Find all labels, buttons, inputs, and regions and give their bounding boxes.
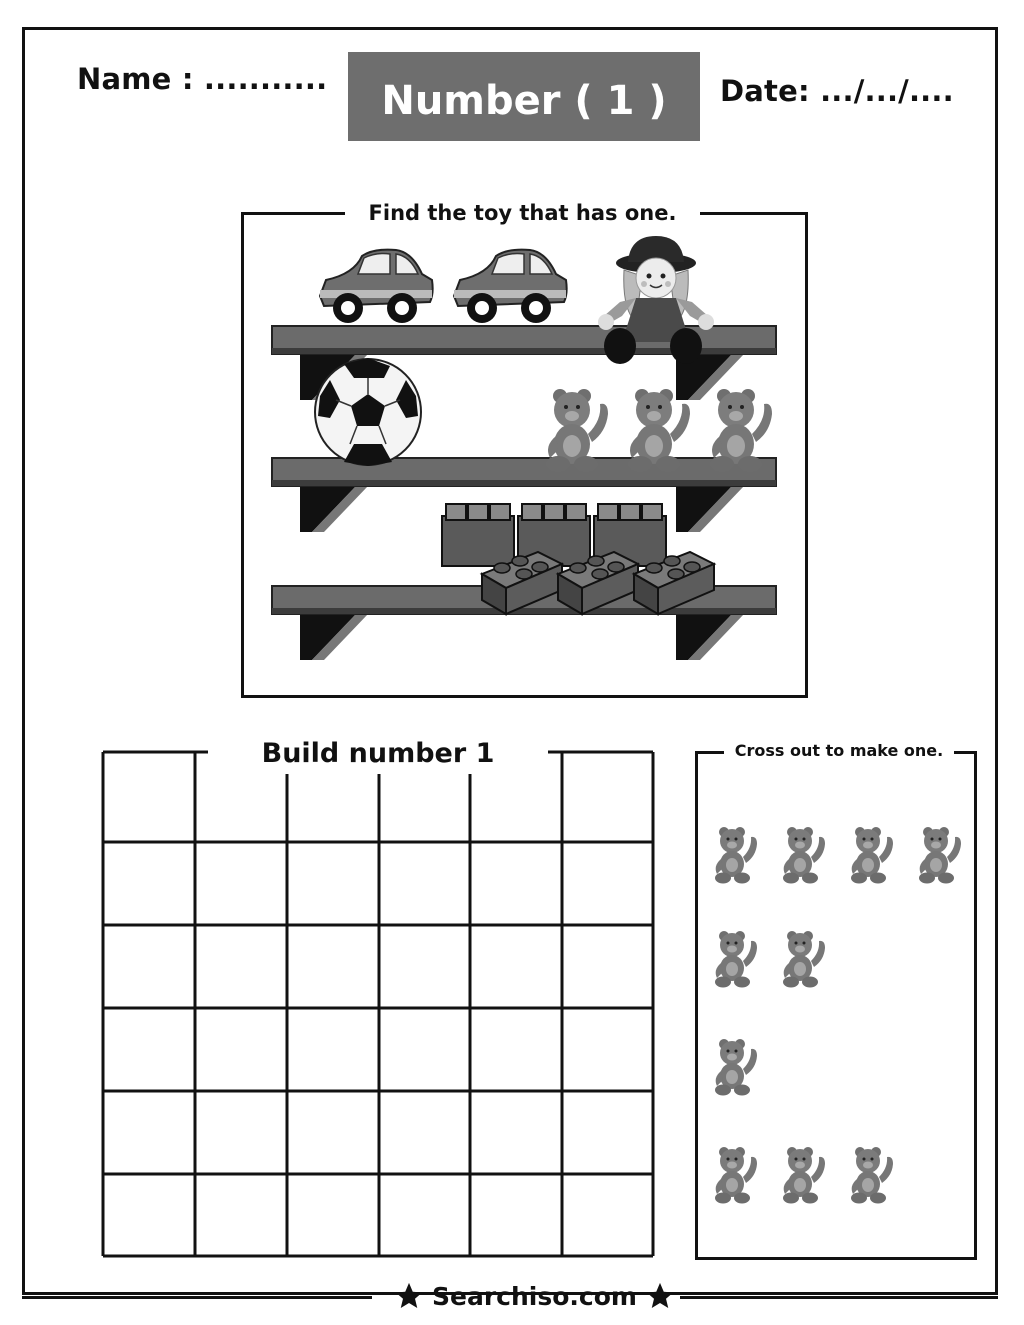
teddy-bear-icon[interactable] xyxy=(783,931,825,988)
car-icon xyxy=(320,250,433,323)
teddy-bear-icon[interactable] xyxy=(783,1147,825,1204)
soccer-ball-icon xyxy=(315,358,421,466)
star-icon xyxy=(394,1281,424,1311)
car-icon xyxy=(454,250,567,323)
footer-site[interactable]: Searchiso.com xyxy=(432,1281,637,1311)
building-block-icon xyxy=(442,504,514,566)
footer-rule-left xyxy=(22,1296,372,1299)
teddy-bear-icon[interactable] xyxy=(715,1147,757,1204)
teddy-bear-icon[interactable] xyxy=(715,1039,757,1096)
page-title: Number ( 1 ) xyxy=(381,77,667,124)
teddy-bear-icon[interactable] xyxy=(715,931,757,988)
star-icon xyxy=(645,1281,675,1311)
toy-instruction: Find the toy that has one. xyxy=(345,198,700,228)
cross-out-bears xyxy=(698,770,974,1250)
build-number-grid[interactable] xyxy=(100,750,660,1260)
footer-rule-right xyxy=(680,1296,998,1299)
teddy-bear-icon[interactable] xyxy=(715,827,757,884)
toy-shelves-illustration xyxy=(244,230,806,695)
build-title: Build number 1 xyxy=(210,734,546,774)
cross-out-instruction: Cross out to make one. xyxy=(724,738,954,764)
date-field[interactable]: Date: .../.../.... xyxy=(720,74,954,108)
teddy-bear-icon[interactable] xyxy=(851,827,893,884)
teddy-bear-icon[interactable] xyxy=(919,827,961,884)
teddy-bear-icon[interactable] xyxy=(851,1147,893,1204)
footer xyxy=(394,1281,675,1311)
teddy-bear-icon[interactable] xyxy=(783,827,825,884)
name-field[interactable]: Name : ........... xyxy=(77,62,328,96)
